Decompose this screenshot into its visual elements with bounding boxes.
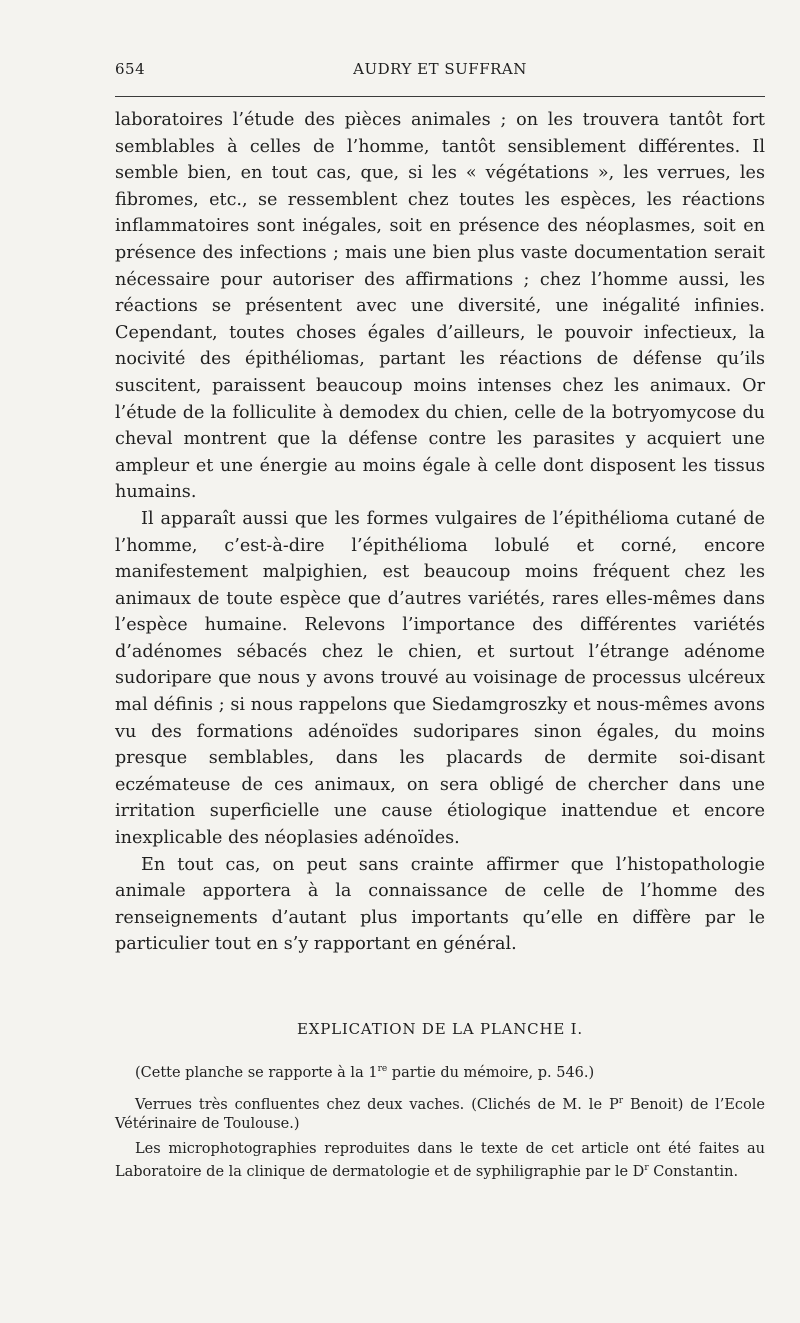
paragraph: Il apparaît aussi que les formes vulgaires de l’épithélioma cutané de l’homme, c’est-à-dire l’épithélioma lobulé et corné, encore manifestement malpighien, est beaucoup moins fréquent chez les animaux de toute espèce que d’autres variétés, rares elles-mêmes dans l’espèce humaine. Relevons l’importance des différentes variétés d’adénomes sébacés chez le chien, et surtout l’étrange adénome sudoripare que nous y avons trouvé au voisinage de processus ulcéreux mal définis ; si nous rappelons que Siedamgroszky et nous-mêmes avons vu des formations adénoïdes sudoripares sinon égales, du moins presque semblables, dans les placards de dermite soi-disant eczémateuse de ces animaux, on sera obligé de chercher dans une irritation superficielle une cause étiologique inattendue et encore inexplicable des néoplasies adénoïdes. xyxy=(115,508,765,849)
note xyxy=(115,1092,765,1134)
paragraph: En tout cas, on peut sans crainte affirmer que l’histopathologie animale apportera à la connaissance de celle de l’homme des renseignements d’autant plus importants qu’elle en diffère par le particulier tout en s’y rapportant en général. xyxy=(115,854,765,955)
paragraph: laboratoires l’étude des pièces animales ; on les trouvera tantôt fort semblables à celles de l’homme, tantôt sensiblement différentes. Il semble bien, en tout cas, que, si les « végétations », les verrues, les fibromes, etc., se ressemblent chez toutes les espèces, les réactions inflammatoires sont inégales, soit en présence des néoplasmes, soit en présence des infections ; mais une bien plus vaste documentation serait nécessaire pour autoriser des affirmations ; chez l’homme aussi, les réactions se présentent avec une diversité, une inégalité infinies. Cependant, toutes choses égales d’ailleurs, le pouvoir infectieux, la nocivité des épithéliomas, partant les réactions de défense qu’ils suscitent, paraissent beaucoup moins intenses chez les animaux. Or l’étude de la folliculite à demodex du chien, celle de la botryomycose du cheval montrent que la défense contre les parasites y acquiert une ampleur et une énergie au moins égale à celle dont disposent les tissus humains. xyxy=(115,110,765,503)
note xyxy=(115,1060,765,1083)
document-page xyxy=(115,58,765,1187)
note-text: Verrues très confluentes chez deux vaches. (Clichés de M. le P xyxy=(135,1096,619,1113)
note-superscript: r xyxy=(618,1095,624,1106)
header-rule xyxy=(115,96,765,97)
note-text: Constantin. xyxy=(648,1163,739,1180)
note-text: Benoit) de l’Ecole Vétérinaire de Toulouse.) xyxy=(115,1096,765,1132)
note-superscript: r xyxy=(644,1162,649,1173)
running-title: AUDRY ET SUFFRAN xyxy=(353,60,527,78)
note-text: Les microphotographies reproduites dans le texte de cet article ont été faites au Laboratoire de la clinique de dermatologie et de syphiligraphie par le D xyxy=(115,1140,765,1180)
running-header xyxy=(115,58,765,86)
note-text: partie du mémoire, p. 546.) xyxy=(387,1064,595,1081)
section-heading: EXPLICATION DE LA PLANCHE I. xyxy=(297,1020,583,1038)
body-text xyxy=(115,107,765,958)
plate-notes xyxy=(115,1060,765,1181)
note xyxy=(115,1140,765,1182)
note-superscript: re xyxy=(377,1064,388,1074)
page-number: 654 xyxy=(115,60,146,78)
note-text: (Cette planche se rapporte à la 1 xyxy=(135,1064,378,1081)
